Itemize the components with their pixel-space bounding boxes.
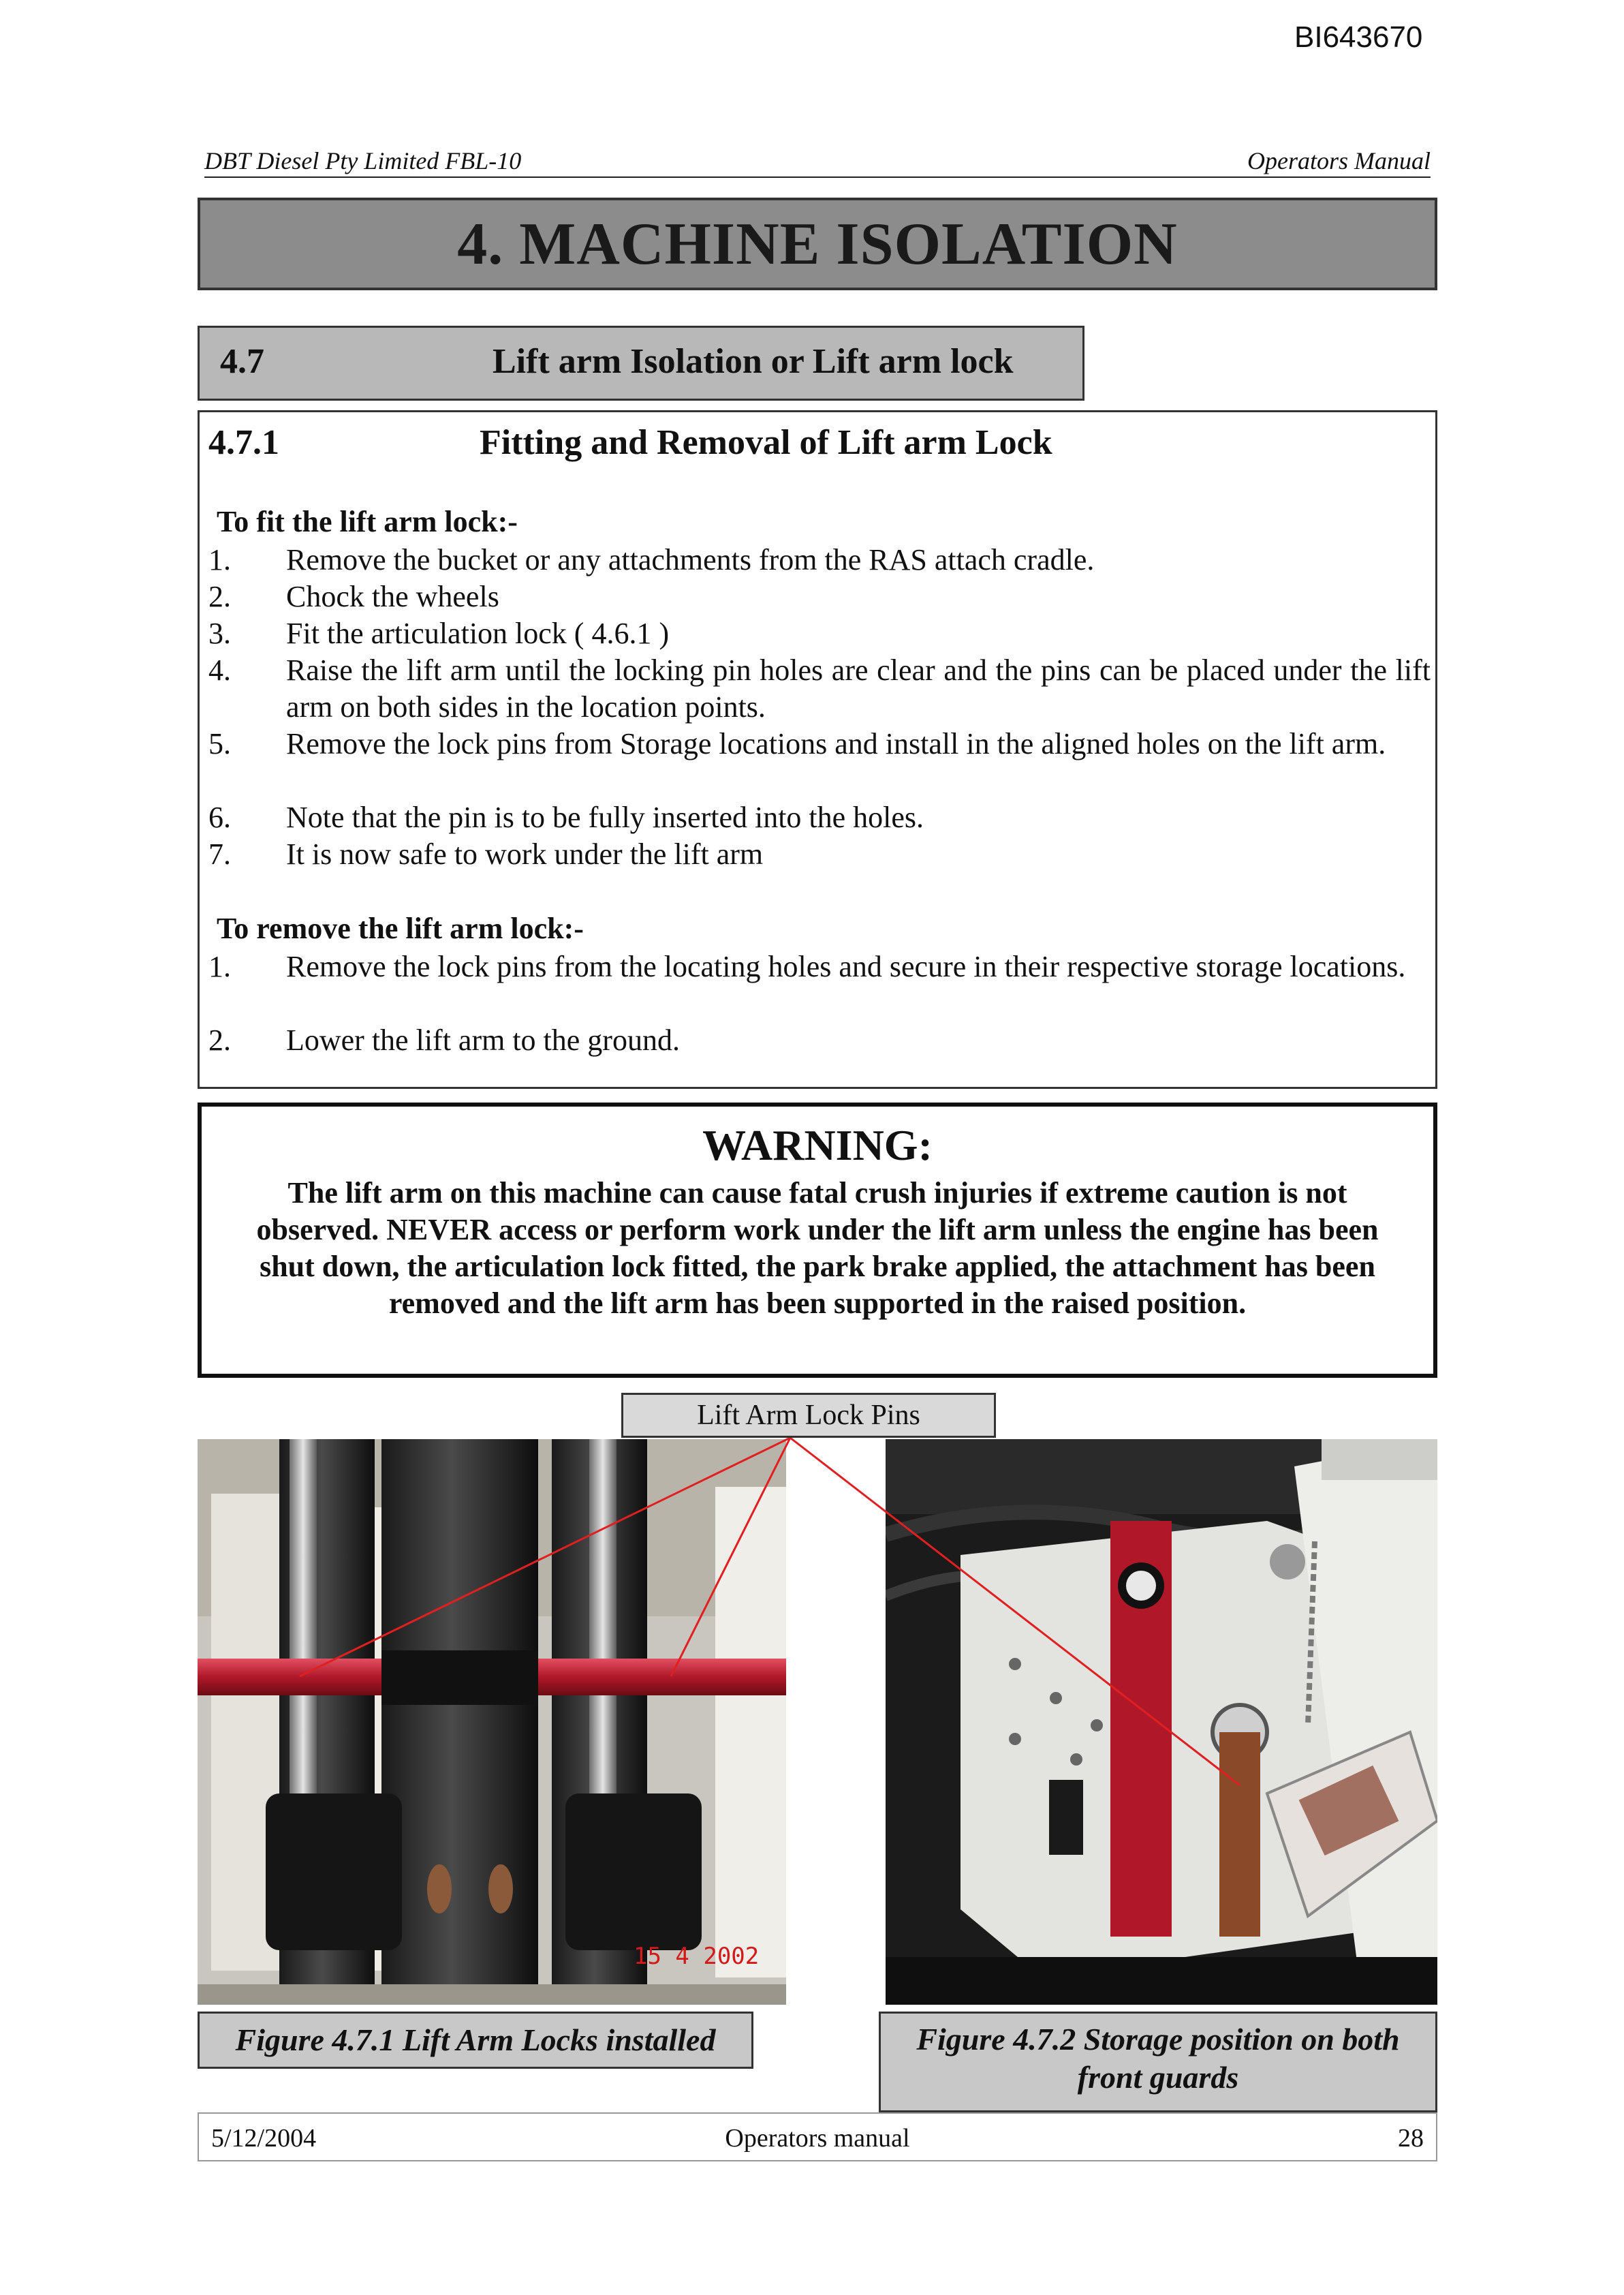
footer-title: Operators manual [725,2124,910,2153]
subsection-number: 4.7.1 [208,423,279,462]
photo-storage-position [886,1439,1437,2005]
page-number: 28 [1398,2124,1424,2153]
warning-title: WARNING: [702,1121,933,1169]
chapter-title-bar [198,198,1437,290]
section-heading-bar [198,326,1084,401]
page-footer [198,2112,1437,2161]
chapter-title: 4. MACHINE ISOLATION [457,211,1178,277]
document-id: BI643670 [1294,20,1423,54]
figure-caption-2: Figure 4.7.2 Storage position on both front guards [879,2012,1437,2112]
fit-heading: To fit the lift arm lock:- [217,505,518,538]
lift-arm-lock-pins-label: Lift Arm Lock Pins [621,1393,996,1438]
warning-body: The lift arm on this machine can cause fatal crush injuries if extreme caution is not observed. NEVER access or perform work under the lift arm unless the engine has been shut down, the articulation lock fitted, the park brake applied, the attachment has been removed and the lift arm has been supported in the raised position. [256,1176,1379,1320]
photo-lift-arm-illustration [198,1439,786,2005]
section-number: 4.7 [220,342,264,381]
figure-caption-1: Figure 4.7.1 Lift Arm Locks installed [198,2012,753,2069]
remove-steps-list: 1. Remove the lock pins from the locating holes and secure in their respective storage locations. 2. Lower the lift arm to the ground. [208,950,1406,1057]
header-left: DBT Diesel Pty Limited FBL-10 [204,147,522,174]
remove-heading: To remove the lift arm lock:- [217,912,584,945]
fit-steps-list: 1. Remove the bucket or any attachments from the RAS attach cradle. 2. Chock the wheels 3. Fit the articulation lock ( 4.6.1 ) 4. Raise the lift arm until the locking pin holes are clear and the pins can be placed under the lift arm on both sides in the location points. 5. Remove the lock pins from Storage locations and install in the aligned holes on the lift arm. 6. Note that the pin is to be fully inserted into the holes. 7. It is now safe to work under the lift arm [208,543,1431,871]
photo-front-guard-illustration [886,1439,1437,2005]
footer-date: 5/12/2004 [211,2124,317,2153]
photo-datestamp: 15 4 2002 [634,1943,760,1970]
header-right: Operators Manual [1247,147,1431,174]
warning-box [198,1103,1437,1378]
subsection-title: Fitting and Removal of Lift arm Lock [480,423,1052,462]
section-title: Lift arm Isolation or Lift arm lock [493,342,1014,381]
page-header [204,147,1431,178]
photo-lift-arm-locks-installed [198,1439,786,2005]
